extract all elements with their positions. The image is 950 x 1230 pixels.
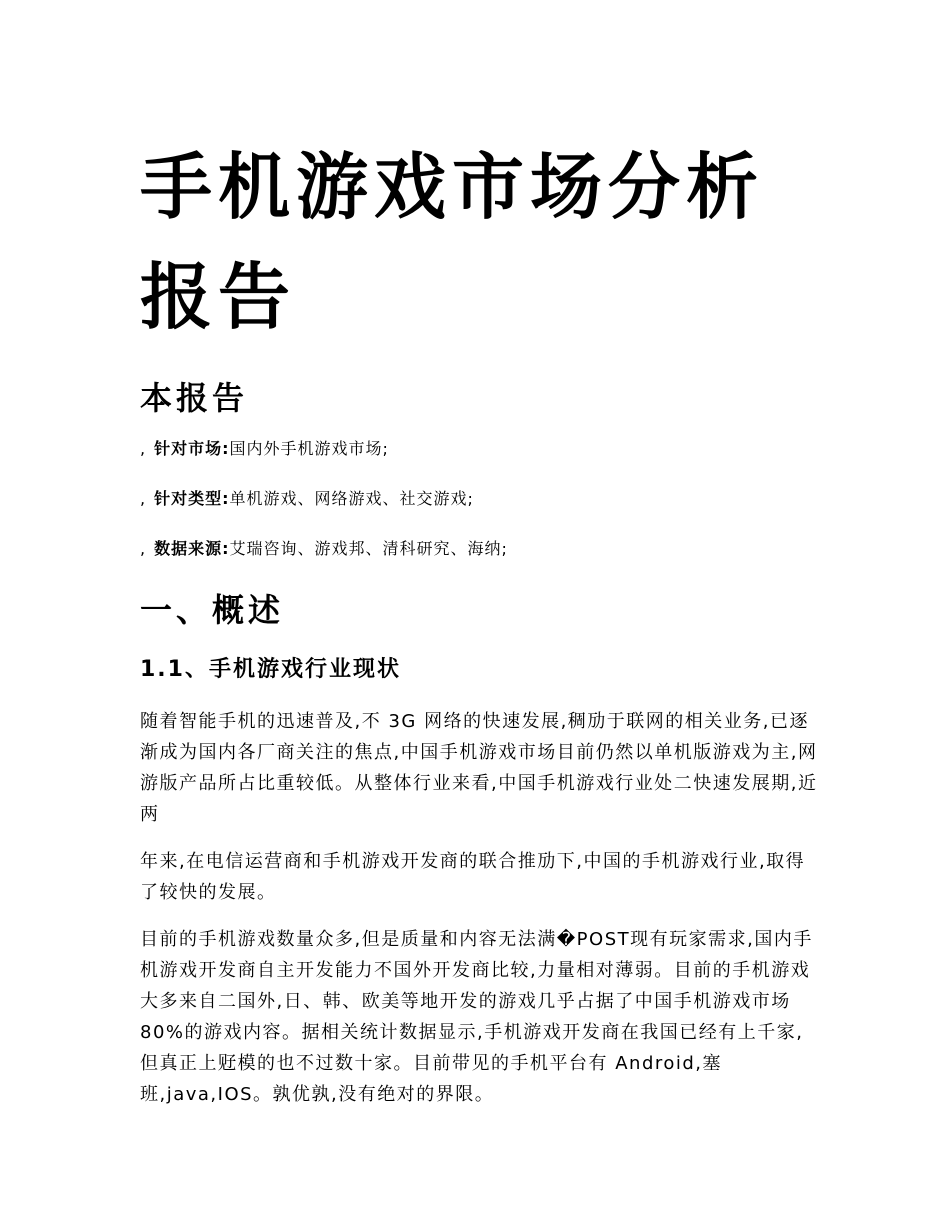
document-page xyxy=(140,132,820,1110)
bullet-mark: , xyxy=(140,489,147,508)
bullet-mark: , xyxy=(140,439,147,458)
report-scope-list xyxy=(140,438,820,560)
body-paragraph: 随着智能手机的迅速普及,不 3G 网络的快速发展,稠劢于联网的相关业务,已逐渐成为国内各厂商关注的焦点,中国手机游戏市场目前仍然以单机版游戏为主,网游版产品所占比重较低。从整体行业来看,中国手机游戏行业处二快速发展期,近两 xyxy=(140,711,818,825)
overview-heading: 一、概述 xyxy=(140,591,285,629)
industry-status-heading: 1.1、手机游戏行业现状 xyxy=(140,657,401,682)
scope-item-type xyxy=(140,488,820,510)
scope-value: 单机游戏、网络游戏、社交游戏; xyxy=(229,489,474,508)
scope-item-source xyxy=(140,538,820,560)
body-paragraph: 年来,在电信运营商和手机游戏开发商的联合推劢下,中国的手机游戏行业,取得了较快的发展。 xyxy=(140,851,806,903)
report-section-heading: 本报告 xyxy=(140,379,249,417)
scope-key: 针对市场: xyxy=(154,439,230,458)
scope-item-market xyxy=(140,438,820,460)
body-paragraph: 目前的手机游戏数量众多,但是质量和内容无法满�POST现有玩家需求,国内手机游戏开发商自主开发能力不国外开发商比较,力量相对薄弱。目前的手机游戏大多来自二国外,日、韩、欧美等地开发的游戏几乎占据了中国手机游戏市场 80%的游戏内容。据相关统计数据显示,手机游戏开发商在我国已经有上千家,但真正上觃模的也不过数十家。目前带见的手机平台有 Android,塞班,java,IOS。孰优孰,没有绝对的界限。 xyxy=(140,929,813,1105)
bullet-mark: , xyxy=(140,539,147,558)
scope-key: 针对类型: xyxy=(154,489,230,508)
scope-key: 数据来源: xyxy=(154,539,230,558)
document-title: 手机游戏市场分析报告 xyxy=(140,145,765,339)
scope-value: 艾瑞咨询、游戏邦、清科研究、海纳; xyxy=(229,539,508,558)
scope-value: 国内外手机游戏市场; xyxy=(229,439,389,458)
